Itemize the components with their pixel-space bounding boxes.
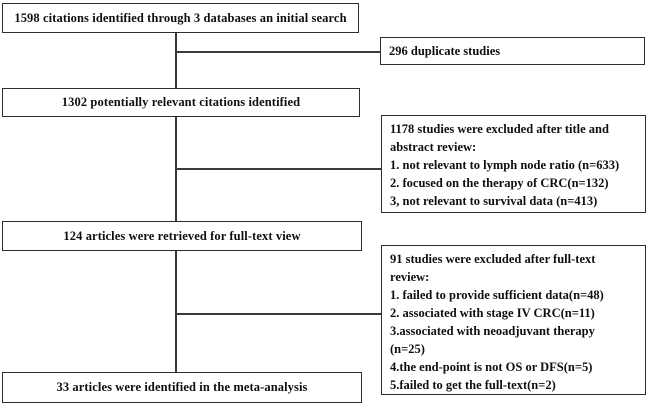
excluded-fulltext-line-1: 91 studies were excluded after full-text [390, 252, 596, 266]
excluded-fulltext-reason-2: 2. associated with stage IV CRC(n=11) [390, 306, 595, 320]
box-excluded-title-abstract [381, 115, 646, 213]
connector-branch-title-abstract [175, 168, 381, 170]
connector-branch-duplicates [175, 51, 380, 53]
connector-branch-fulltext [175, 313, 381, 315]
excluded-fulltext-reason-3: 3.associated with neoadjuvant therapy [390, 324, 595, 338]
box-potentially-relevant [2, 88, 360, 117]
box-initial-search [2, 3, 359, 33]
box-fulltext-retrieved-text: 124 articles were retrieved for full-text view [63, 228, 301, 243]
box-duplicate-studies-text: 296 duplicate studies [389, 43, 501, 58]
box-included-meta-analysis-text: 33 articles were identified in the meta-analysis [56, 380, 308, 394]
excluded-fulltext-line-2: review: [390, 270, 430, 284]
connector-vertical-3 [175, 251, 177, 372]
excluded-fulltext-reason-5: 5.failed to get the full-text(n=2) [390, 378, 556, 392]
excluded-title-abstract-line-1: 1178 studies were excluded after title and [390, 122, 609, 136]
excluded-title-abstract-reason-1: 1. not relevant to lymph node ratio (n=633) [390, 158, 620, 172]
excluded-fulltext-reason-4: 4.the end-point is not OS or DFS(n=5) [390, 360, 593, 374]
box-fulltext-retrieved [2, 221, 362, 251]
excluded-fulltext-reason-1: 1. failed to provide sufficient data(n=48) [390, 288, 604, 302]
excluded-title-abstract-line-2: abstract review: [390, 140, 477, 154]
excluded-fulltext-reason-3-cont: (n=25) [390, 342, 425, 356]
box-initial-search-text: 1598 citations identified through 3 databases an initial search [14, 10, 347, 25]
box-included-meta-analysis [2, 372, 362, 403]
box-potentially-relevant-text: 1302 potentially relevant citations identified [61, 95, 301, 109]
excluded-title-abstract-reason-3: 3, not relevant to survival data (n=413) [390, 194, 598, 208]
box-excluded-fulltext [381, 245, 646, 395]
box-duplicate-studies [380, 37, 645, 65]
excluded-title-abstract-reason-2: 2. focused on the therapy of CRC(n=132) [390, 176, 609, 190]
connector-vertical-1 [175, 33, 177, 88]
